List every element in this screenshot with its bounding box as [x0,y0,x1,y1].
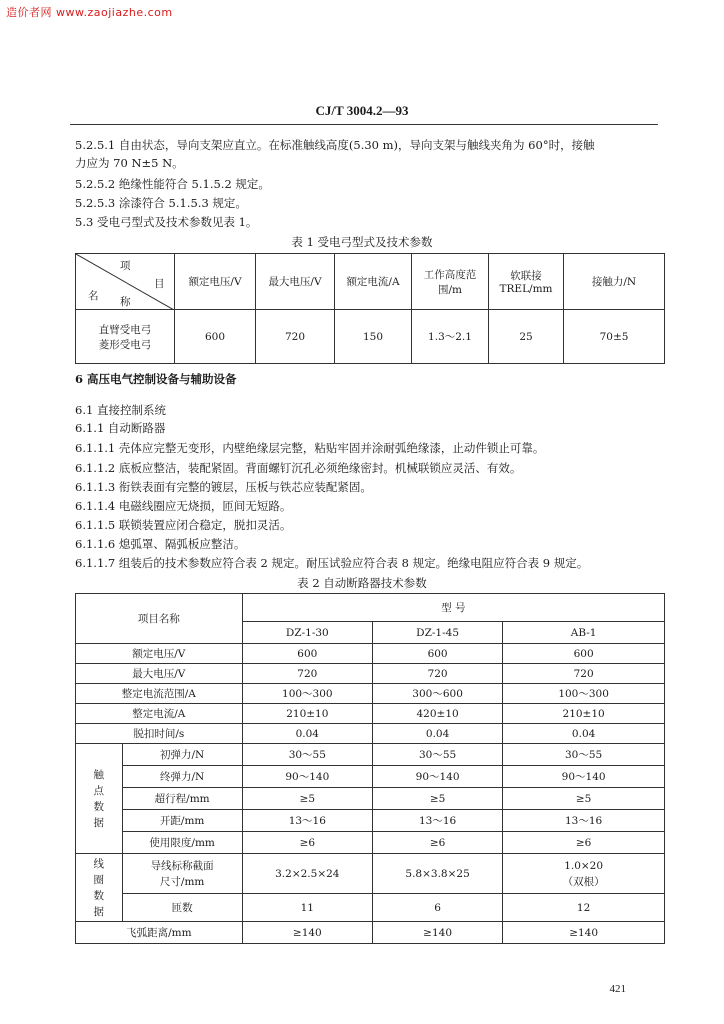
watermark-text: 造价者网 www.zaojiazhe.com [6,6,173,19]
cell: 30～55 [242,744,372,766]
page-number: 421 [609,983,626,995]
row-label: 最大电压/V [76,664,243,684]
cell: ≥140 [242,922,372,944]
coil-group-label [76,854,123,922]
cell: ≥6 [242,832,372,854]
row-label: 终弹力/N [122,766,242,788]
model-header: DZ-1-45 [372,622,502,644]
cell: 13～16 [372,810,502,832]
para-6-1-1-6: 6.1.1.6 熄弧罩、隔弧板应整洁。 [75,537,246,551]
col-header: 接触力/N [564,254,665,310]
cell: 25 [489,310,564,364]
cell: ≥6 [372,832,502,854]
cell: 90～140 [503,766,665,788]
para-6-1-1-1: 6.1.1.1 壳体应完整无变形，内壁绝缘层完整，粘贴牢固并涂耐弧绝缘漆，止动件锁止可靠。 [75,441,545,455]
cell: 6 [372,894,502,922]
cell: 100～300 [242,684,372,704]
row-label: 匝数 [122,894,242,922]
cell: ≥5 [242,788,372,810]
row-label: 导线标称截面 尺寸/mm [122,854,242,894]
row-label: 整定电流范围/A [76,684,243,704]
para-5-2-5-3: 5.2.5.3 涂漆符合 5.1.5.3 规定。 [75,196,247,210]
group-char: 据 [93,816,105,829]
para-5-2-5-2: 5.2.5.2 绝缘性能符合 5.1.5.2 规定。 [75,177,270,191]
cell: 90～140 [242,766,372,788]
cell: 720 [503,664,665,684]
table-1-corner [76,254,175,310]
contact-group-label [76,744,123,854]
cell: 13～16 [242,810,372,832]
cell: 600 [503,644,665,664]
cell: 1.3～2.1 [412,310,489,364]
col-header: 额定电流/A [335,254,412,310]
cell: 1.0×20 （双根） [503,854,665,894]
row-names [76,310,175,364]
model-label: 型 号 [242,594,664,622]
row-label: 飞弧距离/mm [76,922,243,944]
col-header: 额定电压/V [175,254,256,310]
section-6: 6 高压电气控制设备与辅助设备 [75,372,237,386]
row-name: 直臂受电弓 [98,323,152,336]
table-2-corner: 项目名称 [76,594,243,644]
cell: 420±10 [372,704,502,724]
group-char: 点 [93,784,105,797]
cell: 0.04 [372,724,502,744]
cell: 150 [335,310,412,364]
section-6-1: 6.1 直接控制系统 [75,403,166,417]
cell: 0.04 [242,724,372,744]
cell: ≥6 [503,832,665,854]
cell: 300～600 [372,684,502,704]
cell: 3.2×2.5×24 [242,854,372,894]
corner-label: 名 [88,290,99,302]
group-char: 数 [93,800,105,813]
cell: 600 [175,310,256,364]
row-label: 额定电压/V [76,644,243,664]
group-char: 圈 [93,873,105,886]
group-char: 数 [93,889,105,902]
para-5-2-5-1-b: 力应为 70 N±5 N。 [75,156,184,170]
cell: 5.8×3.8×25 [372,854,502,894]
header-rule [70,124,658,125]
table-1 [75,253,665,364]
para-6-1-1-7: 6.1.1.7 组装后的技术参数应符合表 2 规定。耐压试验应符合表 8 规定。绝缘电阻应符合表 9 规定。 [75,556,589,570]
row-name: 菱形受电弓 [98,338,152,351]
table-1-caption: 表 1 受电弓型式及技术参数 [291,235,433,249]
cell: 30～55 [503,744,665,766]
cell: 600 [372,644,502,664]
para-5-3: 5.3 受电弓型式及技术参数见表 1。 [75,215,258,229]
cell: 90～140 [372,766,502,788]
cell: 720 [256,310,335,364]
cell: ≥140 [503,922,665,944]
cell: 30～55 [372,744,502,766]
model-header: DZ-1-30 [242,622,372,644]
cell: 210±10 [242,704,372,724]
cell: ≥5 [503,788,665,810]
cell: 12 [503,894,665,922]
cell: 70±5 [564,310,665,364]
row-label: 开距/mm [122,810,242,832]
para-5-2-5-1-a: 5.2.5.1 自由状态，导向支架应直立。在标准触线高度(5.30 m)，导向支架与触线夹角为 60°时，接触 [75,138,595,152]
row-label: 超行程/mm [122,788,242,810]
model-header: AB-1 [503,622,665,644]
corner-label: 称 [120,296,131,308]
para-6-1-1-2: 6.1.1.2 底板应整洁，装配紧固。背面螺钉沉孔必须绝缘密封。机械联锁应灵活、有效。 [75,461,522,475]
group-char: 触 [93,768,105,781]
col-header: 工作高度范围/m [412,254,489,310]
para-6-1-1-5: 6.1.1.5 联锁装置应闭合稳定，脱扣灵活。 [75,518,292,532]
cell: 210±10 [503,704,665,724]
col-header: 软联接 TREL/mm [489,254,564,310]
cell: 13～16 [503,810,665,832]
cell: 600 [242,644,372,664]
row-label: 初弹力/N [122,744,242,766]
row-label: 使用限度/mm [122,832,242,854]
row-label: 脱扣时间/s [76,724,243,744]
table-2-caption: 表 2 自动断路器技术参数 [297,576,427,590]
table-2 [75,593,665,944]
document-header: CJ/T 3004.2—93 [315,103,409,118]
corner-label: 目 [154,278,165,290]
para-6-1-1-3: 6.1.1.3 衔铁表面有完整的镀层，压板与铁芯应装配紧固。 [75,480,372,494]
group-char: 线 [93,857,105,870]
cell: 720 [372,664,502,684]
group-char: 据 [93,905,105,918]
cell: 720 [242,664,372,684]
cell: ≥5 [372,788,502,810]
row-label: 整定电流/A [76,704,243,724]
corner-label: 项 [120,260,131,272]
para-6-1-1-4: 6.1.1.4 电磁线圈应无烧损，匝间无短路。 [75,499,292,513]
cell: 11 [242,894,372,922]
cell: 0.04 [503,724,665,744]
cell: 100～300 [503,684,665,704]
cell: ≥140 [372,922,502,944]
section-6-1-1: 6.1.1 自动断路器 [75,421,166,435]
col-header: 最大电压/V [256,254,335,310]
